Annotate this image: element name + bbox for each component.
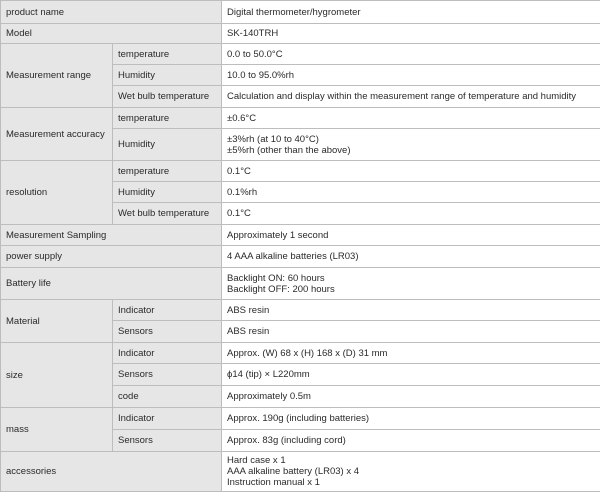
table-row	[1, 108, 600, 129]
table-row	[1, 452, 600, 492]
row-value	[222, 452, 600, 492]
row-label: Battery life	[1, 268, 222, 300]
row-value: Approx. 190g (including batteries)	[222, 408, 600, 430]
row-value: 10.0 to 95.0%rh	[222, 65, 600, 86]
table-row	[1, 268, 600, 300]
row-label: power supply	[1, 246, 222, 268]
sub-label: Humidity	[113, 65, 222, 86]
sub-label: Indicator	[113, 343, 222, 364]
sub-label: temperature	[113, 161, 222, 182]
table-row	[1, 44, 600, 65]
group-label: resolution	[1, 161, 113, 225]
row-label: product name	[1, 1, 222, 24]
row-value: ϕ14 (tip) × L220mm	[222, 364, 600, 386]
row-label: accessories	[1, 452, 222, 492]
row-value	[222, 129, 600, 161]
value-line: Instruction manual x 1	[227, 477, 320, 488]
row-value: 0.1°C	[222, 203, 600, 225]
row-value: Approx. (W) 68 x (H) 168 x (D) 31 mm	[222, 343, 600, 364]
row-value: ±0.6°C	[222, 108, 600, 129]
table-row	[1, 1, 600, 24]
row-value: Digital thermometer/hygrometer	[222, 1, 600, 24]
value-line: ±3%rh (at 10 to 40°C)	[227, 133, 319, 145]
table-row	[1, 408, 600, 430]
row-value: 0.0 to 50.0°C	[222, 44, 600, 65]
sub-label: Sensors	[113, 430, 222, 452]
row-value: 0.1°C	[222, 161, 600, 182]
row-label: Measurement Sampling	[1, 225, 222, 246]
row-value: 0.1%rh	[222, 182, 600, 203]
sub-label: Wet bulb temperature	[113, 86, 222, 108]
value-line: AAA alkaline battery (LR03) x 4	[227, 466, 360, 477]
sub-label: temperature	[113, 44, 222, 65]
group-label: size	[1, 343, 113, 408]
table-row	[1, 24, 600, 44]
sub-label: Humidity	[113, 129, 222, 161]
table-row	[1, 225, 600, 246]
sub-label: Humidity	[113, 182, 222, 203]
sub-label: temperature	[113, 108, 222, 129]
sub-label: Sensors	[113, 321, 222, 343]
sub-label: code	[113, 386, 222, 408]
sub-label: Wet bulb temperature	[113, 203, 222, 225]
sub-label: Indicator	[113, 408, 222, 430]
row-value: ABS resin	[222, 321, 600, 343]
group-label: Measurement range	[1, 44, 113, 108]
row-value: ABS resin	[222, 300, 600, 321]
row-value: Approx. 83g (including cord)	[222, 430, 600, 452]
table-row	[1, 300, 600, 321]
row-value: 4 AAA alkaline batteries (LR03)	[222, 246, 600, 268]
value-line: Backlight OFF: 200 hours	[227, 283, 335, 295]
group-label: mass	[1, 408, 113, 452]
table-row	[1, 246, 600, 268]
table-row	[1, 161, 600, 182]
row-label: Model	[1, 24, 222, 44]
group-label: Measurement accuracy	[1, 108, 113, 161]
row-value: Calculation and display within the measurement range of temperature and humidity	[222, 86, 600, 108]
sub-label: Sensors	[113, 364, 222, 386]
table-row	[1, 343, 600, 364]
row-value: Approximately 0.5m	[222, 386, 600, 408]
value-line: Hard case x 1	[227, 455, 286, 466]
row-value: Approximately 1 second	[222, 225, 600, 246]
value-line: ±5%rh (other than the above)	[227, 144, 351, 156]
value-line: Backlight ON: 60 hours	[227, 272, 325, 284]
row-value	[222, 268, 600, 300]
sub-label: Indicator	[113, 300, 222, 321]
group-label: Material	[1, 300, 113, 343]
row-value: SK-140TRH	[222, 24, 600, 44]
